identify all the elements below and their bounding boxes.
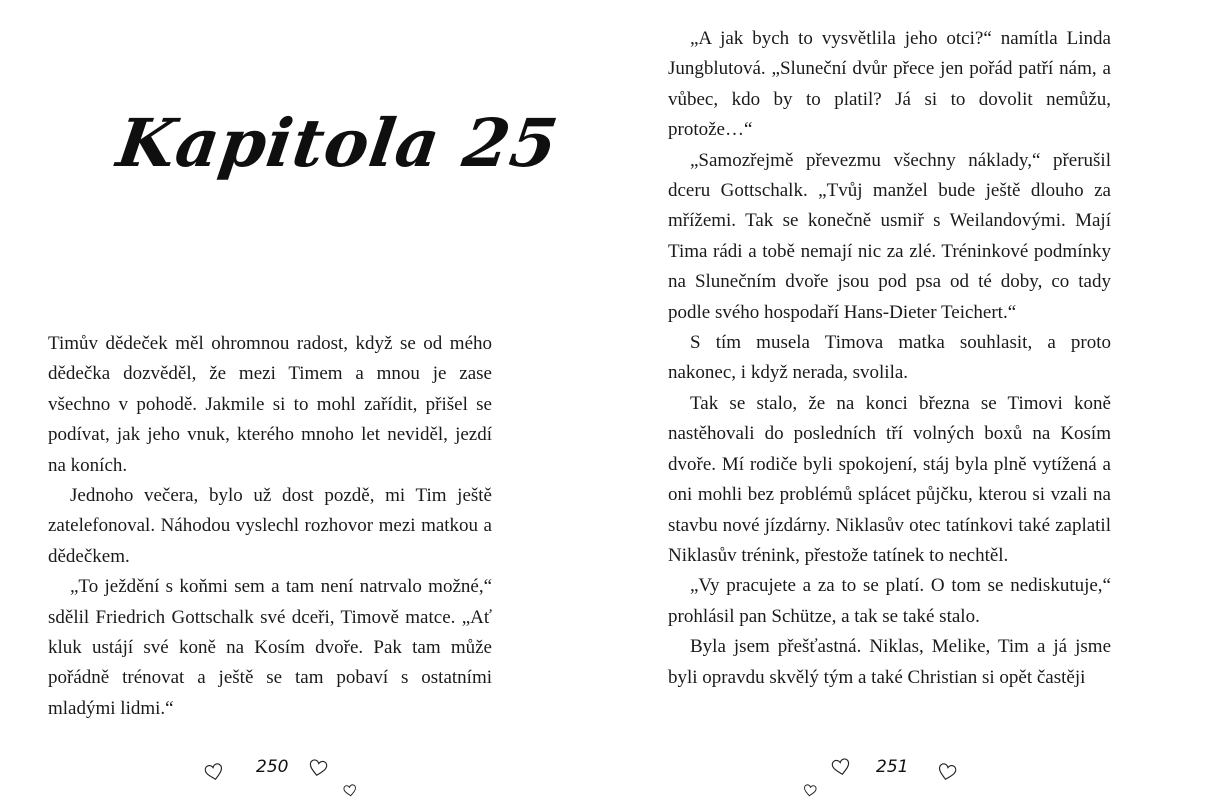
paragraph: Timův dědeček měl ohromnou radost, když se od mého dědečka dozvěděl, že mezi Timem a mnou je zase všechno v pohodě. Jakmile si to mohl zařídit, přišel se podívat, jak jeho vnuk, kterého mnoho let neviděl, jezdí na koních. (48, 333, 492, 476)
right-page (611, 0, 1222, 800)
heart-outline-icon (307, 757, 330, 778)
paragraph: S tím musela Timova matka souhlasit, a proto nakonec, i když nerada, svolila. (668, 332, 1111, 384)
paragraph: „Vy pracujete a za to se platí. O tom se nediskutuje,“ prohlásil pan Schütze, a tak se také stalo. (668, 575, 1111, 627)
left-page-text (48, 329, 492, 724)
paragraph: Jednoho večera, bylo už dost pozdě, mi Tim ještě zatelefonoval. Náhodou vyslechl rozhovor mezi matkou a dědečkem. (48, 485, 492, 567)
right-page-text (668, 24, 1111, 693)
chapter-title: Kapitola 25 (112, 104, 564, 182)
heart-outline-icon (802, 783, 818, 798)
heart-outline-icon (202, 761, 225, 783)
heart-outline-icon (830, 756, 853, 777)
paragraph: „Samozřejmě převezmu všechny náklady,“ přerušil dceru Gottschalk. „Tvůj manžel bude ještě dlouho za mřížemi. Tak se konečně usmiř s Weilandovými. Mají Tima rádi a tobě nemají nic za zlé. Tréninkové podmínky na Slunečním dvoře jsou pod psa od té doby, co tady podle svého hospodaří Hans-Dieter Teichert.“ (668, 149, 1111, 323)
heart-outline-icon (342, 783, 358, 798)
paragraph: Tak se stalo, že na konci března se Timovi koně nastěhovali do posledních tří volných boxů na Kosím dvoře. Mí rodiče byli spokojení, stáj byla plně vytížená a oni mohli bez problémů splácet půjčku, kterou si vzali na stavbu nové jízdárny. Niklasův otec tatínkovi také zaplatil Niklasův trénink, přestože tatínek to nechtěl. (668, 392, 1111, 566)
paragraph: Byla jsem přešťastná. Niklas, Melike, Tim a já jsme byli opravdu skvělý tým a také Christian si opět častěji (668, 636, 1111, 688)
paragraph: „To ježdění s koňmi sem a tam není natrvalo možné,“ sdělil Friedrich Gottschalk své dceři, Timově matce. „Ať kluk ustájí své koně na Kosím dvoře. Pak tam může pořádně trénovat a ještě se tam pobaví s ostatními mladými lidmi.“ (48, 576, 492, 719)
page-number: 250 (256, 757, 289, 777)
heart-outline-icon (935, 761, 958, 783)
page-number: 251 (876, 757, 909, 777)
paragraph: „A jak bych to vysvětlila jeho otci?“ namítla Linda Jungblutová. „Sluneční dvůr přece jen pořád patří nám, a vůbec, kdo by to platil? Já si to dovolit nemůžu, protože…“ (668, 28, 1111, 141)
